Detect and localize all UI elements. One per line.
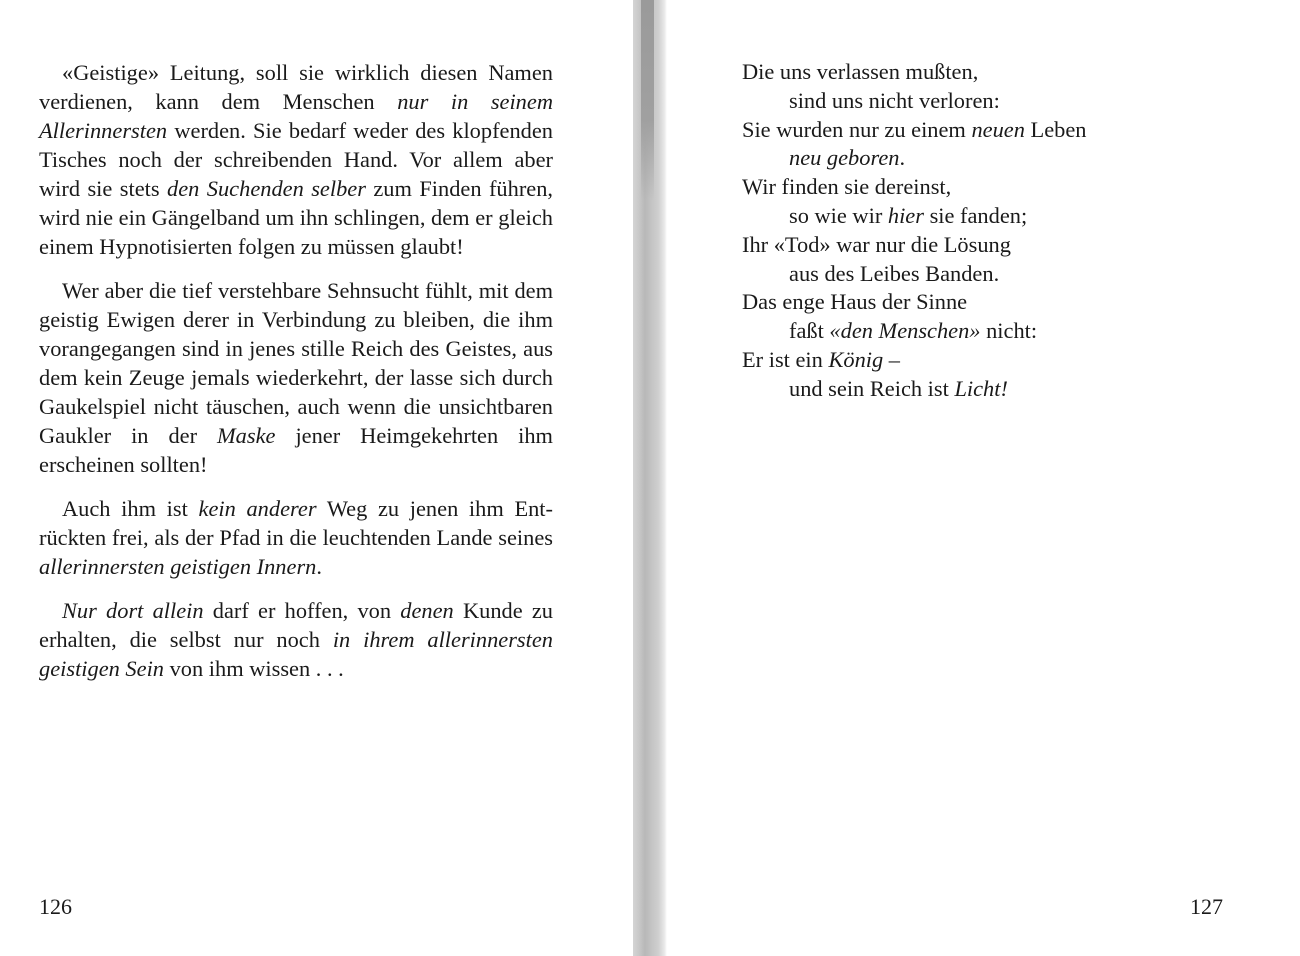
paragraph (39, 596, 553, 683)
text-run: Weg zu jenen ihm Entrückten frei, als der Pfad in die leuchtenden Lande seines (39, 496, 554, 550)
poem-line (742, 144, 1162, 173)
text-run: – (883, 346, 900, 372)
italic-text: in ihrem allerinnersten geistigen Sein (39, 627, 554, 681)
italic-text: den Suchenden selber (167, 176, 366, 201)
prose-text (39, 58, 553, 698)
text-run: Sie wurden nur zu einem (742, 116, 972, 142)
book-gutter-dark-band (641, 0, 654, 200)
text-run: Auch ihm ist (62, 496, 199, 521)
poem-line (742, 87, 1162, 116)
text-run: jener Heimgekehrten ihm erscheinen sollten! (39, 423, 553, 477)
text-run: Wer aber die tief verstehbare Sehnsucht fühlt, mit dem geistig Ewigen derer in Verbindung zu bleiben, die ihm vorangegangen sind in jenes stille Reich des Geistes, aus dem kein Zeuge jemals wiederkehrt, der lasse sich durch Gaukelspiel nicht täuschen, auch wenn die unsichtbaren Gaukler in der (39, 278, 553, 448)
paragraph (39, 276, 553, 479)
italic-text: allerinnersten geistigen Innern (39, 554, 317, 579)
poem-line (742, 260, 1162, 289)
italic-text: nur in seinem Allerinnersten (39, 89, 553, 143)
page-number-right: 127 (1190, 894, 1223, 919)
italic-text: denen (400, 598, 454, 623)
text-run: und sein Reich ist (789, 375, 955, 401)
text-run: Er ist ein (742, 346, 829, 372)
poem-line (742, 58, 1162, 87)
text-run: werden. Sie bedarf weder des klopfenden Tisches noch der schreibenden Hand. Vor allem aber wird sie stets (39, 118, 553, 201)
text-run: Ihr «Tod» war nur die Lösung (742, 231, 1011, 257)
italic-text: hier (887, 202, 924, 228)
text-run: sind uns nicht verloren: (789, 87, 1000, 113)
text-run: aus des Leibes Banden. (789, 260, 1000, 286)
poem (742, 58, 1162, 404)
poem-line (742, 202, 1162, 231)
paragraph (39, 494, 553, 581)
text-run: von ihm wissen . . . (164, 656, 344, 681)
poem-line (742, 231, 1162, 260)
text-run: darf er hoffen, von (203, 598, 401, 623)
text-run: «Geistige» Leitung, soll sie wirklich diesen Namen verdienen, kann dem Menschen (39, 60, 553, 114)
poem-line (742, 317, 1162, 346)
italic-text: «den Menschen» (829, 318, 981, 344)
poem-line (742, 173, 1162, 202)
paragraph (39, 58, 553, 261)
text-run: . (899, 145, 906, 171)
italic-text: Nur dort allein (62, 598, 204, 623)
text-run: so wie wir (789, 202, 888, 228)
italic-text: neu geboren (789, 145, 900, 171)
poem-line (742, 375, 1162, 404)
text-run: Die uns verlassen mußten, (742, 59, 979, 84)
text-run: Kunde zu erhalten, die selbst nur noch (39, 598, 553, 652)
italic-text: neuen (971, 116, 1025, 142)
poem-line (742, 288, 1162, 317)
italic-text: Licht! (954, 375, 1008, 401)
poem-line (742, 116, 1162, 145)
poem-line (742, 346, 1162, 375)
italic-text: König (828, 346, 884, 372)
text-run: Wir finden sie dereinst, (742, 174, 952, 200)
italic-text: kein anderer (198, 496, 317, 521)
text-run: zum Finden führen, wird nie ein Gängelband um ihn schlingen, dem er gleich einem Hypnotisierten folgen zu müssen glaubt! (39, 176, 554, 259)
text-run: faßt (789, 318, 830, 344)
text-run: Das enge Haus der Sinne (742, 289, 968, 315)
text-run: nicht: (980, 318, 1038, 344)
text-run: . (316, 554, 322, 579)
text-run: sie fanden; (923, 202, 1028, 228)
text-run: Leben (1024, 116, 1087, 142)
page-number-left: 126 (39, 894, 72, 919)
left-page (0, 0, 630, 956)
italic-text: Maske (217, 423, 276, 448)
